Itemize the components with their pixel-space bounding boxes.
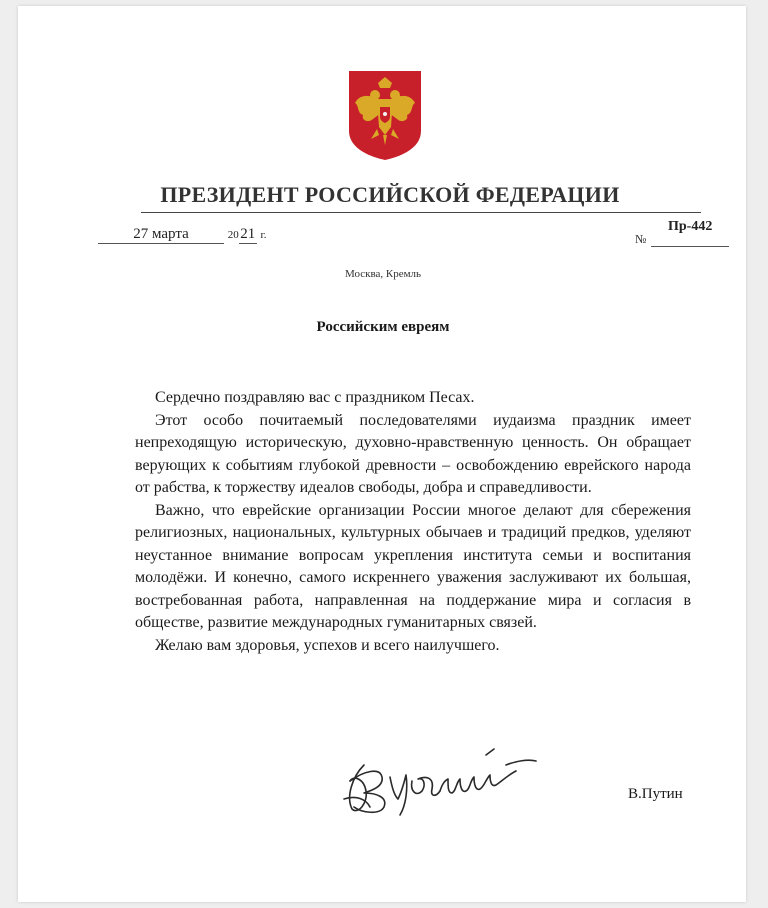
number-label: № bbox=[635, 232, 647, 246]
place-line: Москва, Кремль bbox=[344, 268, 422, 280]
addressee-heading: Российским евреям bbox=[316, 319, 450, 335]
signer-name: В.Путин bbox=[628, 786, 683, 802]
number-blank bbox=[651, 246, 729, 247]
letter-date bbox=[98, 226, 267, 244]
letter-page bbox=[18, 6, 746, 902]
handwritten-signature bbox=[336, 741, 552, 819]
header-divider bbox=[141, 212, 701, 213]
paragraph-holiday: Этот особо почитаемый последователями иудаизма праздник имеет непреходящую историческую, духовно-нравственную ценность. Он обращает верующих к событиям глубокой древности – освобождению еврейского народа от рабства, к торжеству идеалов свободы, добра и справедливости. bbox=[135, 411, 691, 496]
year-prefix: 20 bbox=[227, 229, 239, 241]
russian-coat-of-arms-icon bbox=[347, 69, 423, 161]
year-suffix: 21 bbox=[240, 226, 256, 242]
letter-body bbox=[135, 387, 691, 657]
date-day-month: 27 марта bbox=[98, 226, 224, 244]
document-number: Пр-442 bbox=[668, 219, 713, 234]
header-title: ПРЕЗИДЕНТ РОССИЙСКОЙ ФЕДЕРАЦИИ bbox=[160, 182, 620, 207]
paragraph-greeting: Сердечно поздравляю вас с праздником Песах. bbox=[155, 389, 475, 406]
year-unit: г. bbox=[260, 229, 267, 241]
paragraph-wishes: Желаю вам здоровья, успехов и всего наилучшего. bbox=[155, 636, 500, 654]
paragraph-organizations: Важно, что еврейские организации России многое делают для сбережения религиозных, национальных, культурных обычаев и традиций предков, уделяют неустанное внимание вопросам укрепления института семьи и воспитания молодёжи. И конечно, самого искреннего уважения заслуживают их большая, востребованная работа, направленная на поддержание мира и согласия в обществе, развитие международных гуманитарных связей. bbox=[135, 501, 691, 631]
